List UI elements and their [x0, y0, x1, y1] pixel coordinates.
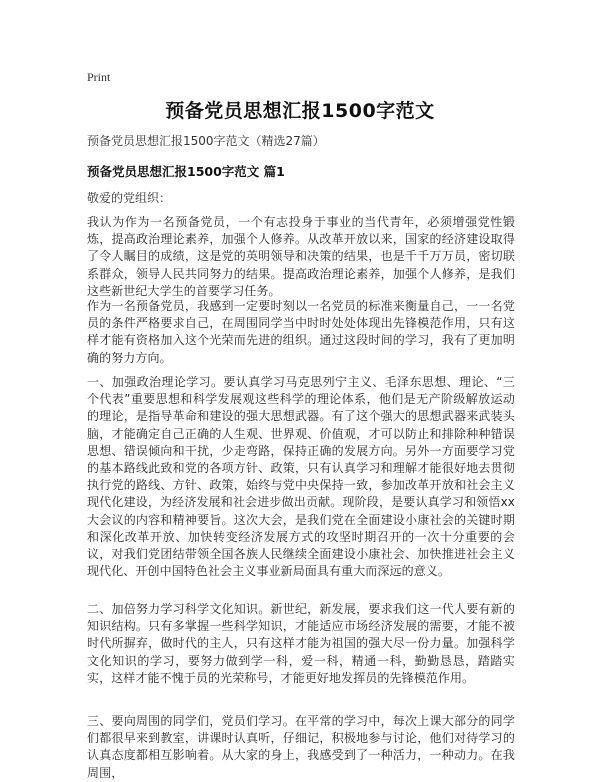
body-paragraph-4: 二、加倍努力学习科学文化知识。新世纪，新发展，要求我们这一代人要有新的知识结构。只有多掌握一些科学知识，才能适应市场经济发展的需要，才能不被时代所摒弃，做时代的主人，只有这样才能为祖国的强大尽一份力量。加强科学文化知识的学习，要努力做到学一科，爱一科，精通一科，勤勤恳恳，踏踏实实，这样才能不愧于员的光荣称号，才能更好地发挥员的先锋模范作用。	[87, 602, 515, 685]
body-paragraph-3: 一、加强政治理论学习。要认真学习马克思列宁主义、毛泽东思想、理论、“三个代表”重要思想和科学发展观这些科学的理论体系，他们是无产阶级解放运动的理论，是指导革命和建设的强大思想武器。有了这个强大的思想武器来武装头脑，才能确定自己正确的人生观、世界观、价值观，才可以防止和排除种种错误思想、错误倾向和干扰，少走弯路，保持正确的发展方向。另外一方面要学习党的基本路线此致和党的各项方针、政策，只有认真学习和理解才能很好地去贯彻执行党的路线、方针、政策，始终与党中央保持一致，参加改革开放和社会主义现代化建设，为经济发展和社会进步做出贡献。现阶段，是要认真学习和领悟xx大会议的内容和精神要旨。这次大会，是我们党在全面建设小康社会的关键时期和深化改革开放、加快转变经济发展方式的攻坚时期召开的一次十分重要的会议，对我们党团结带领全国各族人民继续全面建设小康社会、加快推进社会主义现代化、开创中国特色社会主义事业新局面具有重大而深远的意义。	[87, 375, 515, 579]
body-paragraph-1: 我认为作为一名预备党员，一个有志投身于事业的当代青年，必须增强党性锻炼，提高政治理论素养，加强个人修养。从改革开放以来，国家的经济建设取得了令人瞩目的成绩，这是党的英明领导和决策的结果，也是千千万万员，密切联系群众，领导人民共同努力的结果。提高政治理论素养，加强个人修养，是我们这些新世纪大学生的首要学习任务。	[87, 215, 515, 298]
document-subtitle: 预备党员思想汇报1500字范文（精选27篇）	[87, 134, 325, 148]
section-heading: 预备党员思想汇报1500字范文 篇1	[87, 164, 285, 179]
body-paragraph-2: 作为一名预备党员，我感到一定要时刻以一名党员的标准来衡量自己，一一名党员的条件严格要求自己，在周围同学当中时时处处体现出先锋模范作用，只有这样才能有资格加入这个光荣而先进的组织。通过这段时间的学习，我有了更加明确的努力方向。	[87, 299, 515, 365]
body-paragraph-5: 三、要向周围的同学们，党员们学习。在平常的学习中，每次上课大部分的同学们都很早来到教室，讲课时认真听，仔细记，积极地参与讨论，他们对待学习的认真态度都相互影响着。从大家的身上，我感受到了一种活力，一种动力。在我周围，	[87, 714, 515, 780]
page-title: 预备党员思想汇报1500字范文	[165, 100, 435, 122]
greeting-line: 敬爱的党组织：	[87, 191, 172, 205]
print-link[interactable]: Print	[87, 70, 111, 84]
